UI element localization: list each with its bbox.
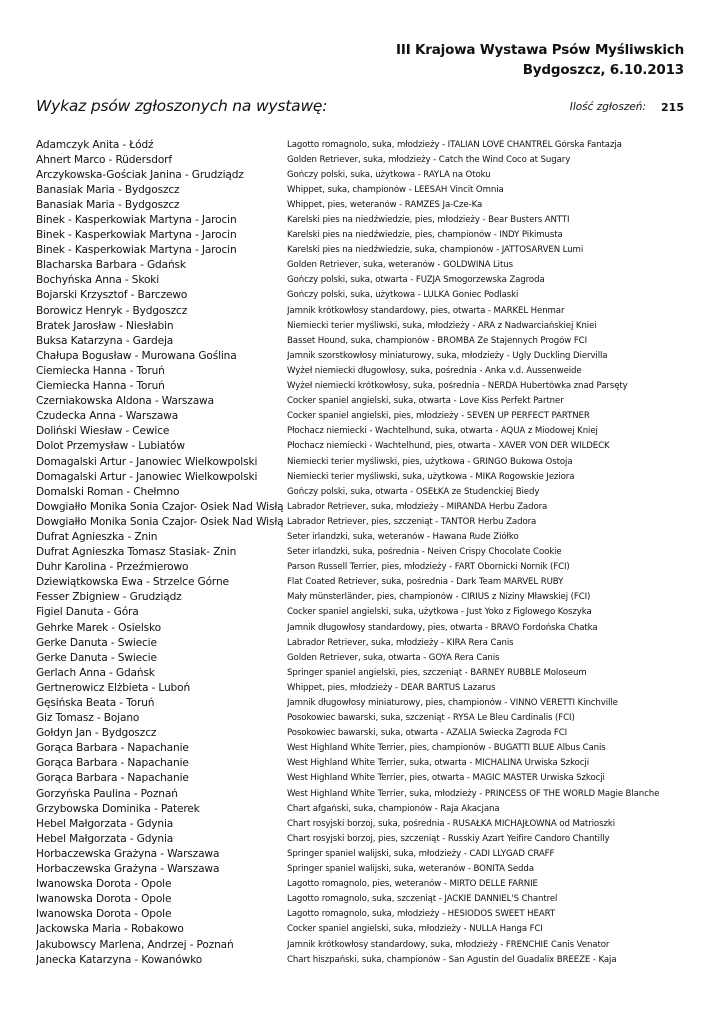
list-item [36,182,696,197]
owner-name: Gorąca Barbara - Napachanie [36,742,189,755]
entry-count-label: Ilość zgłoszeń: [569,101,646,113]
owner-name: Banasiak Maria - Bydgoszcz [36,198,180,211]
dog-entry: Cocker spaniel angielski, suka, otwarta - Love Kiss Perfekt Partner [287,396,564,407]
dog-entry: Springer spaniel angielski, pies, szczeniąt - BARNEY RUBBLE Moloseum [287,667,587,678]
list-item [36,786,696,801]
dog-entry: Lagotto romagnolo, pies, weteranów - MIRTO DELLE FARNIE [287,879,538,890]
list-item [36,726,696,741]
dog-entry: Whippet, pies, weteranów - RAMZES Ja-Cze-Ka [287,199,483,210]
list-item [36,439,696,454]
list-item [36,756,696,771]
list-item [36,620,696,635]
list-item [36,514,696,529]
dog-entry: Labrador Retriever, suka, młodzieży - KIRA Rera Canis [287,637,514,648]
dog-entry: Niemiecki terier myśliwski, pies, użytkowa - GRINGO Bukowa Ostoja [287,456,573,467]
list-item [36,605,696,620]
list-item [36,892,696,907]
owner-name: Chałupa Bogusław - Murowana Goślina [36,349,237,362]
list-item [36,560,696,575]
list-item [36,363,696,378]
owner-name: Binek - Kasperkowiak Martyna - Jarocin [36,229,237,242]
list-item [36,167,696,182]
list-item [36,665,696,680]
list-item [36,228,696,243]
list-item [36,499,696,514]
list-item [36,273,696,288]
list-item [36,454,696,469]
dog-entry: Chart hiszpański, suka, championów - San Agustin del Guadalix BREEZE - Kaja [287,954,617,965]
list-item [36,816,696,831]
list-item [36,258,696,273]
owner-name: Dolot Przemysław - Lubiatów [36,440,185,453]
owner-name: Ciemiecka Hanna - Toruń [36,380,165,393]
dog-entry: Golden Retriever, suka, weteranów - GOLDWINA Litus [287,260,513,271]
owner-name: Domagalski Artur - Janowiec Wielkowpolski [36,470,258,483]
list-item [36,137,696,152]
dog-entry: Lagotto romagnolo, suka, młodzieży - ITALIAN LOVE CHANTREL Górska Fantazja [287,139,622,150]
dog-entry: Whippet, suka, championów - LEESAH Vincit Omnia [287,184,504,195]
owner-name: Hebel Małgorzata - Gdynia [36,817,174,830]
entry-count-value: 215 [661,101,684,114]
owner-name: Gęsińska Beata - Toruń [36,697,155,710]
dog-entry: Chart rosyjski borzoj, suka, pośrednia - RUSAŁKA MICHAJŁOWNA od Matrioszki [287,818,616,829]
list-item [36,590,696,605]
list-item [36,348,696,363]
dog-entry: Płochacz niemiecki - Wachtelhund, suka, otwarta - AQUA z Miodowej Kniej [287,426,598,437]
owner-name: Gerlach Anna - Gdańsk [36,666,155,679]
dog-entry: Chart afgański, suka, championów - Raja Akacjana [287,803,500,814]
dog-entry: Flat Coated Retriever, suka, pośrednia - Dark Team MARVEL RUBY [287,577,564,588]
list-item [36,711,696,726]
list-item [36,545,696,560]
owner-name: Borowicz Henryk - Bydgoszcz [36,304,188,317]
list-item [36,862,696,877]
owner-name: Ahnert Marco - Rüdersdorf [36,153,172,166]
dog-entry: Jamnik krótkowłosy standardowy, suka, młodzieży - FRENCHIE Canis Venator [287,939,610,950]
owner-name: Arczykowska-Gościak Janina - Grudziądz [36,168,244,181]
dog-entry: West Highland White Terrier, suka, otwarta - MICHALINA Urwiska Szkocji [287,758,590,769]
dog-entry: Karelski pies na niedźwiedzie, pies, młodzieży - Bear Busters ANTTI [287,215,570,226]
dog-entry: Wyżeł niemiecki krótkowłosy, suka, pośrednia - NERDA Hubertówka znad Parsęty [287,381,628,392]
list-item [36,650,696,665]
list-item [36,695,696,710]
dog-entry: Gończy polski, suka, otwarta - FUZJA Smogorzewska Zagroda [287,275,545,286]
owner-name: Gołdyn Jan - Bydgoszcz [36,727,157,740]
dog-entry: Parson Russell Terrier, pies, młodzieży - FART Obornicki Nornik (FCI) [287,562,570,573]
owner-name: Bojarski Krzysztof - Barczewo [36,289,188,302]
list-item [36,575,696,590]
owner-name: Janecka Katarzyna - Kowanówko [36,953,203,966]
owner-name: Dowgiałło Monika Sonia Czajor- Osiek Nad Wisłą [36,515,284,528]
dog-entry: Gończy polski, suka, użytkowa - RAYLA na Otoku [287,169,491,180]
list-item [36,907,696,922]
list-item [36,877,696,892]
dog-entry: Cocker spaniel angielski, suka, użytkowa - Just Yoko z Figlowego Koszyka [287,607,592,618]
dog-entry: Jamnik długowłosy miniaturowy, pies, championów - VINNO VERETTI Kinchville [287,698,618,709]
list-item [36,484,696,499]
owner-name: Grzybowska Dominika - Paterek [36,802,200,815]
owner-name: Gorąca Barbara - Napachanie [36,772,189,785]
list-item [36,635,696,650]
dog-entry: West Highland White Terrier, pies, otwarta - MAGIC MASTER Urwiska Szkocji [287,773,605,784]
dog-entry: Wyżeł niemiecki długowłosy, suka, pośrednia - Anka v.d. Aussenweide [287,365,582,376]
dog-entry: Jamnik krótkowłosy standardowy, pies, otwarta - MARKEL Henmar [287,305,565,316]
list-item [36,424,696,439]
list-item [36,152,696,167]
owner-name: Czudecka Anna - Warszawa [36,410,179,423]
page-header [396,40,684,80]
owner-name: Jackowska Maria - Robakowo [36,923,184,936]
owner-name: Figiel Danuta - Góra [36,606,139,619]
dog-entry: Cocker spaniel angielski, suka, młodzieży - NULLA Hanga FCI [287,924,543,935]
owner-name: Doliński Wiesław - Cewice [36,425,170,438]
list-item [36,379,696,394]
dog-entry: Niemiecki terier myśliwski, suka, młodzieży - ARA z Nadwarciańskiej Kniei [287,320,597,331]
list-item [36,394,696,409]
dog-entry: Labrador Retriever, pies, szczeniąt - TANTOR Herbu Zadora [287,516,537,527]
list-item [36,529,696,544]
owner-name: Dowgiałło Monika Sonia Czajor- Osiek Nad Wisłą [36,500,284,513]
owner-name: Iwanowska Dorota - Opole [36,893,172,906]
list-item [36,922,696,937]
owner-name: Bochyńska Anna - Skoki [36,274,160,287]
owner-name: Horbaczewska Grażyna - Warszawa [36,847,220,860]
owner-name: Dufrat Agnieszka Tomasz Stasiak- Żnin [36,546,237,559]
list-item [36,831,696,846]
dog-entry: Lagotto romagnolo, suka, szczeniąt - JACKIE DANNIEL'S Chantrel [287,894,558,905]
owner-name: Gehrke Marek - Osielsko [36,621,161,634]
list-item [36,333,696,348]
owner-name: Dziewiątkowska Ewa - Strzelce Górne [36,576,229,589]
owner-name: Duhr Karolina - Przeźmierowo [36,561,189,574]
list-item [36,288,696,303]
dog-entry: Cocker spaniel angielski, pies, młodzieży - SEVEN UP PERFECT PARTNER [287,411,590,422]
owner-name: Giz Tomasz - Bojano [36,712,140,725]
owner-name: Dufrat Agnieszka - Żnin [36,530,158,543]
owner-name: Ciemiecka Hanna - Toruń [36,364,165,377]
owner-name: Binek - Kasperkowiak Martyna - Jarocin [36,214,237,227]
dog-entry: Springer spaniel walijski, suka, młodzieży - CADI LLYGAD CRAFF [287,848,555,859]
event-title: III Krajowa Wystawa Psów Myśliwskich [396,42,684,58]
owner-name: Domalski Roman - Chełmno [36,485,180,498]
list-title: Wykaz psów zgłoszonych na wystawę: [36,97,328,115]
list-item [36,303,696,318]
dog-entry: Chart rosyjski borzoj, pies, szczeniąt - Russkiy Azart Yeifire Candoro Chantilly [287,833,610,844]
list-item [36,741,696,756]
dog-entry: Gończy polski, suka, użytkowa - LULKA Goniec Podlaski [287,290,519,301]
dog-entry: Gończy polski, suka, otwarta - OSEŁKA ze Studenckiej Biedy [287,486,540,497]
dog-entry: Seter irlandzki, suka, weteranów - Hawana Rude Ziółko [287,531,519,542]
list-item [36,680,696,695]
owner-name: Binek - Kasperkowiak Martyna - Jarocin [36,244,237,257]
owner-name: Domagalski Artur - Janowiec Wielkowpolski [36,455,258,468]
list-item [36,771,696,786]
entry-list [36,137,696,967]
owner-name: Iwanowska Dorota - Opole [36,878,172,891]
dog-entry: Basset Hound, suka, championów - BROMBA Ze Stajennych Progów FCI [287,335,588,346]
owner-name: Buksa Katarzyna - Gardeja [36,334,174,347]
list-item [36,846,696,861]
dog-entry: Lagotto romagnolo, suka, młodzieży - HESIODOS SWEET HEART [287,909,556,920]
owner-name: Gerke Danuta - Świecie [36,651,157,664]
list-item [36,318,696,333]
dog-entry: Whippet, pies, młodzieży - DEAR BARTUŚ Lazarus [287,682,496,693]
list-item [36,212,696,227]
list-item [36,409,696,424]
owner-name: Fesser Zbigniew - Grudziądz [36,591,182,604]
dog-entry: Karelski pies na niedźwiedzie, suka, championów - JÄTTÖSARVEN Lumi [287,245,584,256]
dog-entry: Golden Retriever, suka, otwarta - GOYA Rera Canis [287,652,500,663]
owner-name: Iwanowska Dorota - Opole [36,908,172,921]
dog-entry: Płochacz niemiecki - Wachtelhund, pies, otwarta - XAVER VON DER WILDECK [287,441,610,452]
dog-entry: Golden Retriever, suka, młodzieży - Catch the Wind Coco at Sugary [287,154,571,165]
owner-name: Gertnerowicz Elżbieta - Luboń [36,681,191,694]
dog-entry: Posokowiec bawarski, suka, szczeniąt - RYSA Le Bleu Cardinalis (FCI) [287,713,575,724]
list-item [36,469,696,484]
owner-name: Gerke Danuta - Świecie [36,636,157,649]
dog-entry: West Highland White Terrier, suka, młodzieży - PRINCESS OF THE WORLD Magie Blanche [287,788,660,799]
dog-entry: Jamnik szorstkowłosy miniaturowy, suka, młodzieży - Ugly Duckling Diervilla [287,350,608,361]
dog-entry: Posokowiec bawarski, suka, otwarta - AZALIA Świecka Zagroda FCI [287,728,568,739]
owner-name: Blacharska Barbara - Gdańsk [36,259,186,272]
dog-entry: Seter irlandzki, suka, pośrednia - Neiven Crispy Chocolate Cookie [287,547,562,558]
list-item [36,937,696,952]
owner-name: Jakubowscy Marlena, Andrzej - Poznań [36,938,234,951]
dog-entry: Springer spaniel walijski, suka, weteranów - BONITA Sedda [287,864,534,875]
list-item [36,243,696,258]
owner-name: Hebel Małgorzata - Gdynia [36,832,174,845]
owner-name: Banasiak Maria - Bydgoszcz [36,183,180,196]
owner-name: Bratek Jarosław - Niesłabin [36,319,174,332]
dog-entry: Jamnik długowłosy standardowy, pies, otwarta - BRAVO Fordońska Chatka [287,622,598,633]
dog-entry: Mały münsterländer, pies, championów - CIRIUS z Niziny Mławskiej (FCI) [287,592,591,603]
list-item [36,197,696,212]
owner-name: Czerniakowska Aldona - Warszawa [36,395,214,408]
list-item [36,952,696,967]
dog-entry: Niemiecki terier myśliwski, suka, użytkowa - MIKA Rogowskie Jeziora [287,471,575,482]
list-item [36,801,696,816]
dog-entry: Karelski pies na niedźwiedzie, pies, championów - INDY Pikimusta [287,230,563,241]
event-place-date: Bydgoszcz, 6.10.2013 [522,62,684,78]
dog-entry: West Highland White Terrier, pies, championów - BUGATTI BLUE Albus Canis [287,743,606,754]
dog-entry: Labrador Retriever, suka, młodzieży - MIRANDA Herbu Zadora [287,501,548,512]
owner-name: Gorąca Barbara - Napachanie [36,757,189,770]
owner-name: Adamczyk Anita - Łódź [36,138,154,151]
owner-name: Horbaczewska Grażyna - Warszawa [36,863,220,876]
owner-name: Gorzyńska Paulina - Poznań [36,787,178,800]
